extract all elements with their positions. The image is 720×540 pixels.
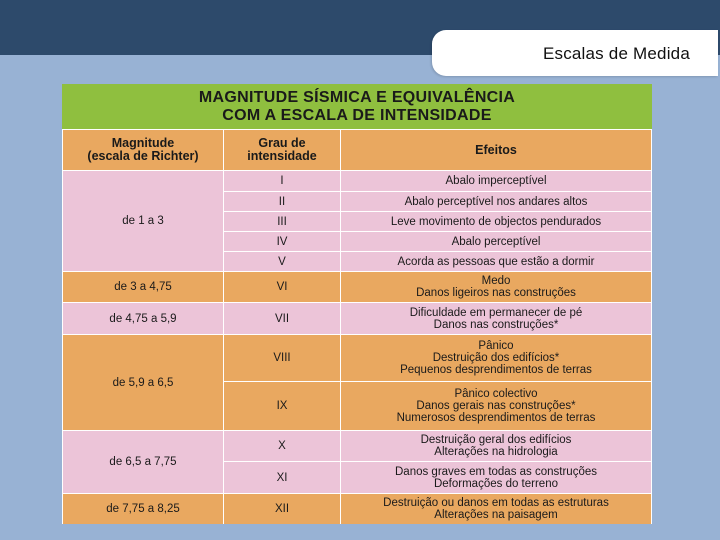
efeitos-cell: Leve movimento de objectos pendurados [341,212,652,232]
efeitos-cell: Destruição geral dos edifícios Alterações na hidrologia [341,431,652,462]
grau-cell: XI [224,462,341,494]
efeitos-cell: Medo Danos ligeiros nas construções [341,272,652,303]
magnitude-table [62,129,652,524]
table-row [63,171,652,192]
magnitude-cell: de 6,5 a 7,75 [63,431,224,494]
grau-cell: XII [224,494,341,525]
column-header-magnitude: Magnitude (escala de Richter) [63,130,224,171]
efeitos-cell: Dificuldade em permanecer de pé Danos nas construções* [341,303,652,335]
magnitude-cell: de 3 a 4,75 [63,272,224,303]
table-row [63,431,652,462]
table-title [62,84,652,129]
magnitude-cell: de 5,9 a 6,5 [63,335,224,431]
table-row [63,272,652,303]
magnitude-table-image [62,84,652,524]
magnitude-cell: de 7,75 a 8,25 [63,494,224,525]
efeitos-cell: Acorda as pessoas que estão a dormir [341,252,652,272]
efeitos-cell: Abalo perceptível [341,232,652,252]
grau-cell: VIII [224,335,341,382]
efeitos-cell: Pânico Destruição dos edifícios* Pequenos desprendimentos de terras [341,335,652,382]
table-row [63,335,652,382]
magnitude-cell: de 4,75 a 5,9 [63,303,224,335]
efeitos-cell: Abalo perceptível nos andares altos [341,192,652,212]
grau-cell: VII [224,303,341,335]
table-title-line-2: COM A ESCALA DE INTENSIDADE [222,106,492,124]
grau-cell: X [224,431,341,462]
table-title-line-1: MAGNITUDE SÍSMICA E EQUIVALÊNCIA [198,88,516,106]
column-header-grau: Grau de intensidade [224,130,341,171]
table-header-row [63,130,652,171]
grau-cell: III [224,212,341,232]
efeitos-cell: Pânico colectivo Danos gerais nas construções* Numerosos desprendimentos de terras [341,382,652,431]
efeitos-cell: Destruição ou danos em todas as estruturas Alterações na paisagem [341,494,652,525]
table-row [63,303,652,335]
grau-cell: IX [224,382,341,431]
column-header-efeitos: Efeitos [341,130,652,171]
table-row [63,494,652,525]
efeitos-cell: Abalo imperceptível [341,171,652,192]
grau-cell: I [224,171,341,192]
magnitude-cell: de 1 a 3 [63,171,224,272]
title-tab [432,30,718,76]
grau-cell: V [224,252,341,272]
grau-cell: IV [224,232,341,252]
efeitos-cell: Danos graves em todas as construções Deformações do terreno [341,462,652,494]
grau-cell: VI [224,272,341,303]
slide-title: Escalas de Medida [542,44,690,63]
grau-cell: II [224,192,341,212]
